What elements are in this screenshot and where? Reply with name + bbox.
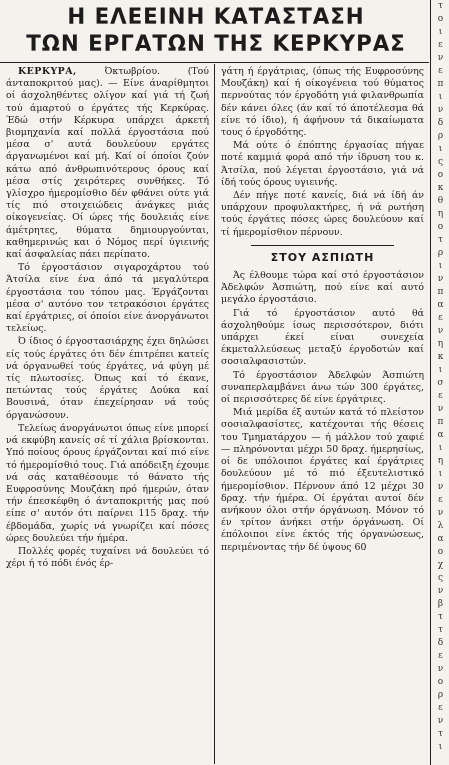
- margin-glyph: ο: [437, 677, 444, 687]
- left-paragraph: Ό ίδιος ό έργοστασιάρχης έχει δηλώσει είς τούς έργάτες ότι δέν έπιτρέπει κατείς νά όργανωθεί τούς έργάτες, νά φύγη μέ τίς πλωτοσίες. Όπως καί τό έκανε, πετώντας τούς έργάτες Δούκα καί Βουσινά, όταν έπεχείρησαν νά τούς όργανώσουν.: [6, 336, 209, 421]
- margin-glyph: δ: [437, 638, 444, 648]
- margin-glyph: ν: [437, 53, 444, 63]
- margin-glyph: κ: [437, 183, 444, 193]
- margin-glyph: ν: [437, 404, 444, 414]
- margin-glyph: ι: [438, 144, 443, 154]
- margin-glyph: π: [437, 417, 444, 427]
- margin-glyph: χ: [437, 560, 444, 570]
- margin-glyph: δ: [437, 118, 444, 128]
- margin-glyph: π: [437, 287, 444, 297]
- left-paragraph: Τό έργοστάσιον σιγαροχάρτου τού Άτσίλα είνε ένα άπό τά μεγαλύτερα έργοστάσια του τόπου μας. Έργάζονται μέσα σ' αυτόνο τον τετρακόσιοι έργάτες καί έργάτριες, οί όποίοι είνε άνοργάνωτοι τελείως.: [6, 262, 209, 335]
- margin-glyph: ς: [437, 573, 444, 583]
- margin-glyph: ρ: [437, 690, 444, 700]
- right-paragraph: Γιά τό έργοστάσιον αυτό θά άσχοληθούμε ίσως περισσότερον, διότι υπάρχει έκεί είναι συνεχεία έκμεταλλεύσεως μεταξύ έργοδοτών καί σοσιαλφασιστών.: [221, 307, 424, 368]
- column-divider: [214, 64, 215, 764]
- margin-glyph: ε: [438, 40, 443, 50]
- margin-glyph: θ: [437, 196, 444, 206]
- margin-glyph: σ: [437, 378, 444, 388]
- left-column: [6, 66, 209, 761]
- margin-glyph: ε: [438, 313, 443, 323]
- margin-divider: [430, 0, 431, 765]
- margin-glyph: α: [437, 300, 444, 310]
- margin-glyph: η: [437, 456, 444, 466]
- margin-glyph: ι: [438, 443, 443, 453]
- headline-rule: [0, 62, 429, 63]
- left-paragraph: Τελείως άνοργάνωτοι όπως είνε μπορεί νά εκφύβη κανείς σέ τί χάλια βρίσκονται. Υπό ποίους όρους έργάζονται καί πιό είνε τό ήμερομίσθιό τους. Γιά απόδειξη έχουμε νά σάς καταθέσουμε τό θάνατο τής Ευφροσύνης Μουζάκη πρό ήμερών, όταν τήν έπεσκέφθη ό άνταποκριτής μας πού είπε σ' αυτόν ότι παίρνει 115 δραχ. τήν έβδομάδα, χωρίς νά γνωρίζει καί πόσες ώρες δουλεύει τήν ήμέρα.: [6, 422, 209, 544]
- section-subhead: ΣΤΟΥ ΑΣΠΙΩΤΗ: [270, 250, 375, 264]
- margin-glyph: ι: [438, 469, 443, 479]
- right-paragraph: Δέν πήγε ποτέ κανείς, διά νά ίδή άν υπάρχουν προφυλακτήρες, ή νά ρωτήση τούς έργάτες πόσες ώρες δουλεύουν καί τί ήμερομίσθιον πέρνουν.: [221, 190, 424, 238]
- margin-glyph: ο: [437, 14, 444, 24]
- left-paragraph: ΚΕΡΚΥΡΑ, Όκτωβρίου. (Τού άνταποκριτού μας). — Είνε άναρίθμητοι οί άσχοληθέντες ολίγον καί γιά τή ζωή τού άμαρτού ο έργάτες τής Κερκύρας. Έδώ στήν Κέρκυρα υπάρχει άρκετή βιομηχανία καί πολλά έργοστάσια πού μέσα σ' αυτά δουλεύουν εργάτες άργανωμένοι καί μή. Καί οί όποίοι ζούν κάτω από άνθρωπινότερους όρους καί μέσα στίς χειρότερες συνθήκες. Τό γλίσχρο ήμερομίσθιο δέν φθάνει ούτε γιά τίς πιό στοιχειώδεις άνάγκες μιάς οίκογενείας. Οί ώρες τής δουλειάς είνε άμέτρητες, θύματα δημιουργούνται, καθημερινώς και ό Νόμος περί ύγιεινής καί άσφαλείας πάει περίπατο.: [6, 66, 209, 261]
- margin-glyph: η: [437, 339, 444, 349]
- right-column: [221, 66, 424, 761]
- margin-glyph: τ: [438, 235, 443, 245]
- margin-glyph: ι: [438, 365, 443, 375]
- margin-glyph: ο: [437, 547, 444, 557]
- left-paragraph: Πολλές φορές τυχαίνει νά δουλεύει τό χέρι ή τό πόδι ένός έρ-: [6, 545, 209, 570]
- right-paragraph: γάτη ή έργάτριας, (όπως τής Ευφροσύνης Μουζάκη) καί ή οίκογένεια τού θύματος περνούτας τόν έργοδότη γιά φιλανθρωπία δέν κάνει όλες (άν καί τό άποτέλεσμα θά είνε τό ίδιο), ή άφήνουν τά δικαίωματα τους ό έργοδότης.: [221, 66, 424, 139]
- margin-glyph: τ: [438, 1, 443, 11]
- right-paragraph: Μά ούτε ό έπόπτης έργασίας πήγαε ποτέ καμμιά φορά από τήν ίδρυση του κ. Άτσίλα, πού λέγεται έργοστάσιο, γιά νά ίδή τούς όρους υγιεινής.: [221, 140, 424, 188]
- dateline: ΚΕΡΚΥΡΑ,: [18, 66, 77, 77]
- margin-glyph: ρ: [437, 248, 444, 258]
- margin-glyph: ν: [437, 326, 444, 336]
- margin-glyph: ο: [437, 170, 444, 180]
- margin-glyph: β: [437, 599, 444, 609]
- margin-glyph: λ: [437, 521, 444, 531]
- margin-glyph: ν: [437, 664, 444, 674]
- headline-line-2: ΤΩΝ ΕΡΓΑΤΩΝ ΤΗΣ ΚΕΡΚΥΡΑΣ: [26, 32, 406, 57]
- margin-glyph: ν: [437, 482, 444, 492]
- margin-glyph: τ: [438, 625, 443, 635]
- right-paragraph: Τό έργοστάσιον Άδελφών Άσπιώτη συναπερλαμβάνει άνω τών 300 έργάτες, οί περισσότερες δέ είνε έργάτριες.: [221, 369, 424, 406]
- margin-glyph: ε: [438, 495, 443, 505]
- margin-glyph: η: [437, 209, 444, 219]
- adjacent-column-fragment: [432, 0, 449, 765]
- headline-line-1: Η ΕΛΕΕΙΝΗ ΚΑΤΑΣΤΑΣΗ: [67, 5, 365, 30]
- margin-glyph: τ: [438, 729, 443, 739]
- margin-glyph: ν: [437, 105, 444, 115]
- margin-glyph: α: [437, 534, 444, 544]
- margin-glyph: ο: [437, 222, 444, 232]
- margin-glyph: ε: [438, 66, 443, 76]
- margin-glyph: α: [437, 430, 444, 440]
- margin-glyph: ε: [438, 391, 443, 401]
- margin-glyph: ι: [438, 92, 443, 102]
- margin-glyph: ν: [437, 586, 444, 596]
- right-paragraph: Άς έλθουμε τώρα καί στό έργοστάσιον Άδελφών Άσπιώτη, πού είνε καί αυτό μεγάλο έργοστάσιο.: [221, 270, 424, 306]
- margin-glyph: ν: [437, 274, 444, 284]
- right-paragraph: Μιά μερίδα έξ αυτών κατά τό πλείστον σοσιαλφασίστες, κατέχονται τής θέσεις του Τμηματάρχου — ή μάλλον τού χαφιέ — πληρόνονται μέχρι 50 δραχ. ήμερησίως, οί δε υπόλοιποι έργάτες καί έργάτριες δουλεύουν μέ τό πιό έξευτελιστικό ήμερομίσθιον. Πέρνουν άπό 12 μέχρι 30 δραχ. τήν ήμέρα. Οί έργάται αυτοί δέν ανήκουν όλοι στήν όργάνωση. Μόνον τό έν τρίτον άνήκει στήν όργάνωση. Οί έπόλοιποι είνε έκτός τής όργανώσεως, περιμένοντας τήν δέ ύψους 60: [221, 407, 424, 553]
- headline: [6, 4, 426, 58]
- margin-glyph: ν: [437, 716, 444, 726]
- margin-glyph: ς: [437, 157, 444, 167]
- margin-glyph: ι: [438, 742, 443, 752]
- margin-glyph: ι: [438, 261, 443, 271]
- section-rule: [251, 245, 394, 246]
- margin-glyph: κ: [437, 352, 444, 362]
- margin-glyph: ι: [438, 27, 443, 37]
- margin-glyph: ν: [437, 508, 444, 518]
- margin-glyph: π: [437, 79, 444, 89]
- margin-glyph: τ: [438, 612, 443, 622]
- margin-glyph: ε: [438, 651, 443, 661]
- margin-glyph: ε: [438, 703, 443, 713]
- margin-glyph: ρ: [437, 131, 444, 141]
